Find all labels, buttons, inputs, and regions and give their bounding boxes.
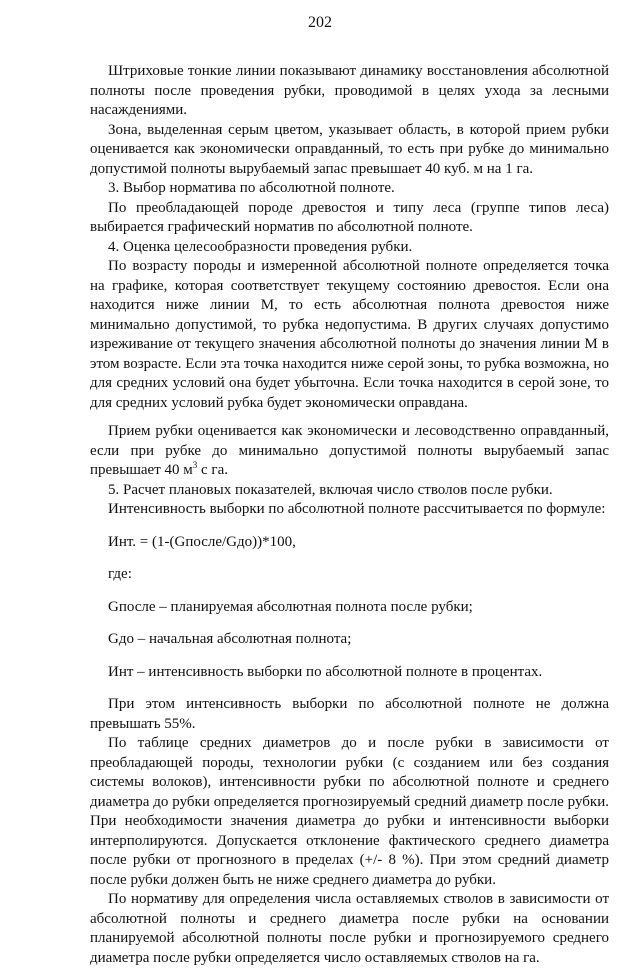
- heading-step-3: 3. Выбор норматива по абсолютной полноте.: [108, 180, 395, 196]
- paragraph-gray-zone: Зона, выделенная серым цветом, указывает область, в которой прием рубки оценивается как экономически оправданный, то есть при рубке до минимально допустимой полноты вырубаемый запас превышает 40 куб. м на 1 га.: [90, 121, 609, 177]
- definition-g-before: Gдо – начальная абсолютная полнота;: [108, 631, 352, 647]
- paragraph-justified-cut: [90, 422, 609, 481]
- paragraph-formula-intro: Интенсивность выборки по абсолютной полноте рассчитывается по формуле:: [108, 501, 606, 517]
- page-number: 202: [308, 14, 332, 31]
- paragraph-justified-cut-text: Прием рубки оценивается как экономически и лесоводственно оправданный, если при рубке до минимально допустимой полноты вырубаемый запас превышает 40 м: [90, 423, 609, 478]
- paragraph-normative-choice: По преобладающей породе древостоя и типу леса (группе типов леса) выбирается графический норматив по абсолютной полноте.: [90, 199, 609, 235]
- paragraph-diameter-table: По таблице средних диаметров до и после рубки в зависимости от преобладающей породы, технологии рубки (с созданием или без создания системы волоков), интенсивности рубки по абсолютной полноте и среднего диаметра до рубки определяется прогнозируемый средний диаметр после рубки. При необходимости значения диаметра до рубки и интенсивности выборки интерполируются. Допускается отклонение фактического среднего диаметра после рубки от прогнозного в пределах (+/- 8 %). При этом средний диаметр после рубки должен быть не ниже среднего диаметра до рубки.: [90, 735, 609, 888]
- heading-step-5: 5. Расчет плановых показателей, включая число стволов после рубки.: [108, 481, 553, 498]
- document-body: [90, 62, 609, 968]
- heading-step-4: 4. Оценка целесообразности проведения рубки.: [108, 238, 413, 255]
- superscript-3: 3: [192, 460, 198, 470]
- paragraph-assessment: По возрасту породы и измеренной абсолютной полноте определяется точка на графике, которая соответствует текущему состоянию древостоя. Если она находится ниже линии M, то есть абсолютная полнота древостоя ниже минимально допустимой, то рубка недопустима. В других случаях допустимо изреживание от текущего значения абсолютной полноты до значения линии M в этом возрасте. Если эта точка находится ниже серой зоны, то рубка возможна, но для средних условий она будет убыточна. Если точка находится в серой зоне, то для средних условий рубка будет экономически оправдана.: [90, 258, 609, 411]
- paragraph-intensity-limit: При этом интенсивность выборки по абсолютной полноте не должна превышать 55%.: [90, 696, 609, 732]
- paragraph-justified-cut-tail: с га.: [197, 462, 228, 478]
- definition-int: Инт – интенсивность выборки по абсолютной полноте в процентах.: [108, 663, 543, 680]
- formula: Инт. = (1-(Gпосле/Gдо))*100,: [108, 533, 296, 550]
- formula-where: где:: [108, 566, 132, 582]
- paragraph-dashed-lines: Штриховые тонкие линии показывают динамику восстановления абсолютной полноты после проведения рубки, проводимой в целях ухода за лесными насаждениями.: [90, 63, 609, 118]
- definition-g-after: Gпосле – планируемая абсолютная полнота после рубки;: [108, 598, 473, 615]
- paragraph-stem-count: По нормативу для определения числа оставляемых стволов в зависимости от абсолютной полноты и среднего диаметра после рубки на основании планируемой абсолютной полноты после рубки и прогнозируемого среднего диаметра после рубки определяется число оставляемых стволов на га.: [90, 891, 609, 966]
